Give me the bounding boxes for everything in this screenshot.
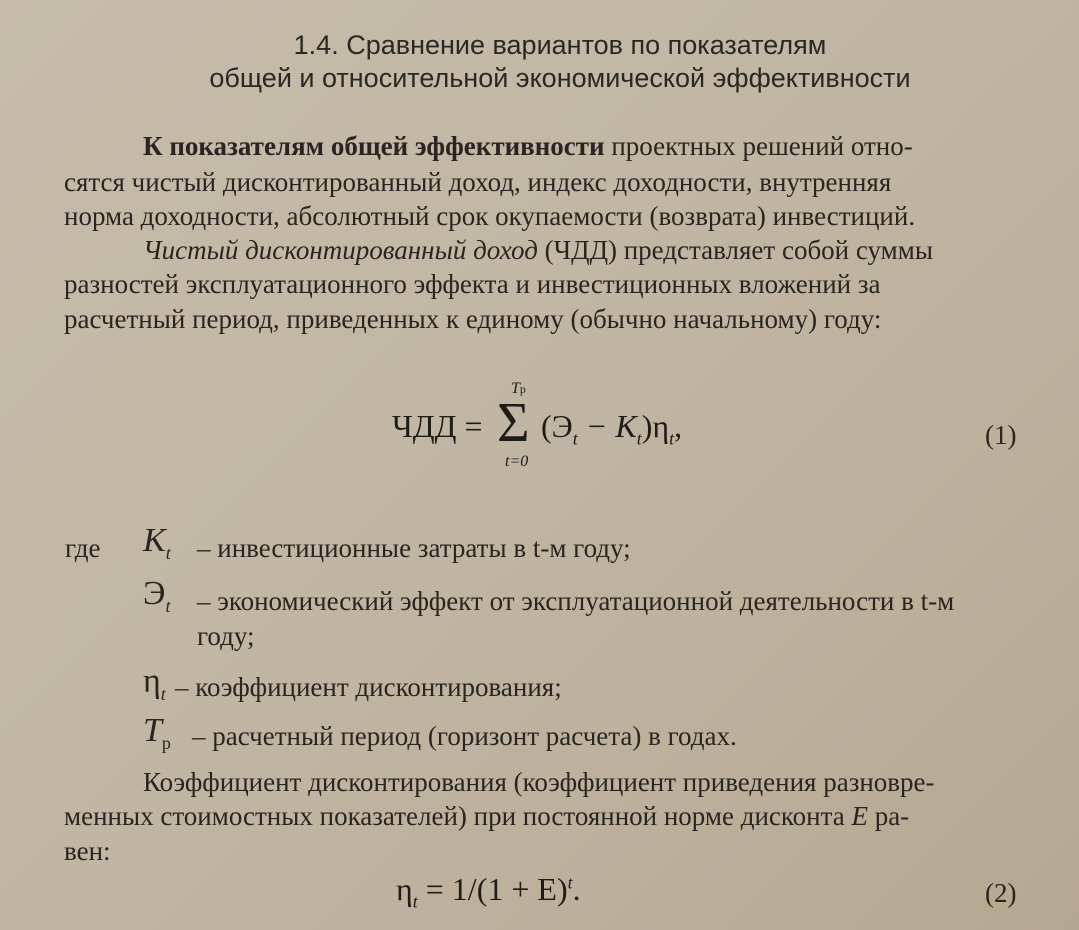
formula1-sum-upper: Tр	[511, 380, 526, 397]
discount-rate-symbol: E	[851, 801, 868, 831]
formula1-body: $(Э_t - K_t)\eta_t$,	[541, 408, 683, 449]
where-definition-tp: – расчетный период (горизонт расчета) в годах.	[192, 721, 737, 751]
where-symbol-k: $K_t$	[143, 522, 171, 563]
paragraph2-line1-rest: (ЧДД) представляет собой суммы	[537, 235, 933, 265]
where-definition-e: – экономический эффект от эксплуатационной деятельности в t-м	[197, 586, 955, 616]
where-symbol-eta: $\eta_t$	[143, 663, 166, 704]
formula2: $\eta_t = 1/(1 + E)^t$.	[396, 871, 581, 912]
paragraph3-line1: Коэффициент дисконтирования (коэффициент приведения разновре-	[143, 767, 935, 797]
paragraph2-line3: расчетный период, приведенных к единому (обычно начальному) году:	[64, 304, 882, 334]
where-definition-k: – инвестиционные затраты в t-м году;	[197, 533, 631, 563]
paragraph2-italic-lead: Чистый дисконтированный доход	[143, 235, 538, 265]
formula1-sum-lower: t=0	[505, 453, 529, 470]
formula2-number: (2)	[985, 878, 1017, 908]
where-definition-eta: – коэффициент дисконтирования;	[175, 672, 562, 702]
section-heading-line2: общей и относительной экономической эффективности	[209, 63, 911, 93]
where-symbol-e: $Э_t$	[143, 575, 171, 616]
formula1-lhs: ЧДД =	[392, 408, 483, 444]
where-symbol-tp: $T_р$	[143, 712, 171, 753]
paragraph2-line1	[143, 234, 1029, 266]
paragraph1-line1	[143, 130, 1029, 162]
paragraph1-bold-lead: К показателям общей эффективности	[143, 131, 605, 161]
formula1-number: (1)	[985, 420, 1017, 450]
formula1-sigma: Σ	[497, 392, 530, 454]
where-definition-e-cont: году;	[197, 621, 255, 651]
paragraph3-line3: вен:	[64, 836, 111, 866]
paragraph1-line1-rest: проектных решений отно-	[604, 131, 913, 161]
paragraph1-line3: норма доходности, абсолютный срок окупаемости (возврата) инвестиций.	[64, 201, 916, 231]
paragraph2-line2: разностей эксплуатационного эффекта и инвестиционных вложений за	[64, 269, 881, 299]
section-heading-line1: 1.4. Сравнение вариантов по показателям	[293, 30, 827, 60]
paragraph3-line2: менных стоимостных показателей) при постоянной норме дисконта E ра-	[64, 801, 910, 831]
paragraph1-line2: сятся чистый дисконтированный доход, индекс доходности, внутренняя	[64, 167, 892, 197]
where-label: где	[65, 533, 101, 563]
